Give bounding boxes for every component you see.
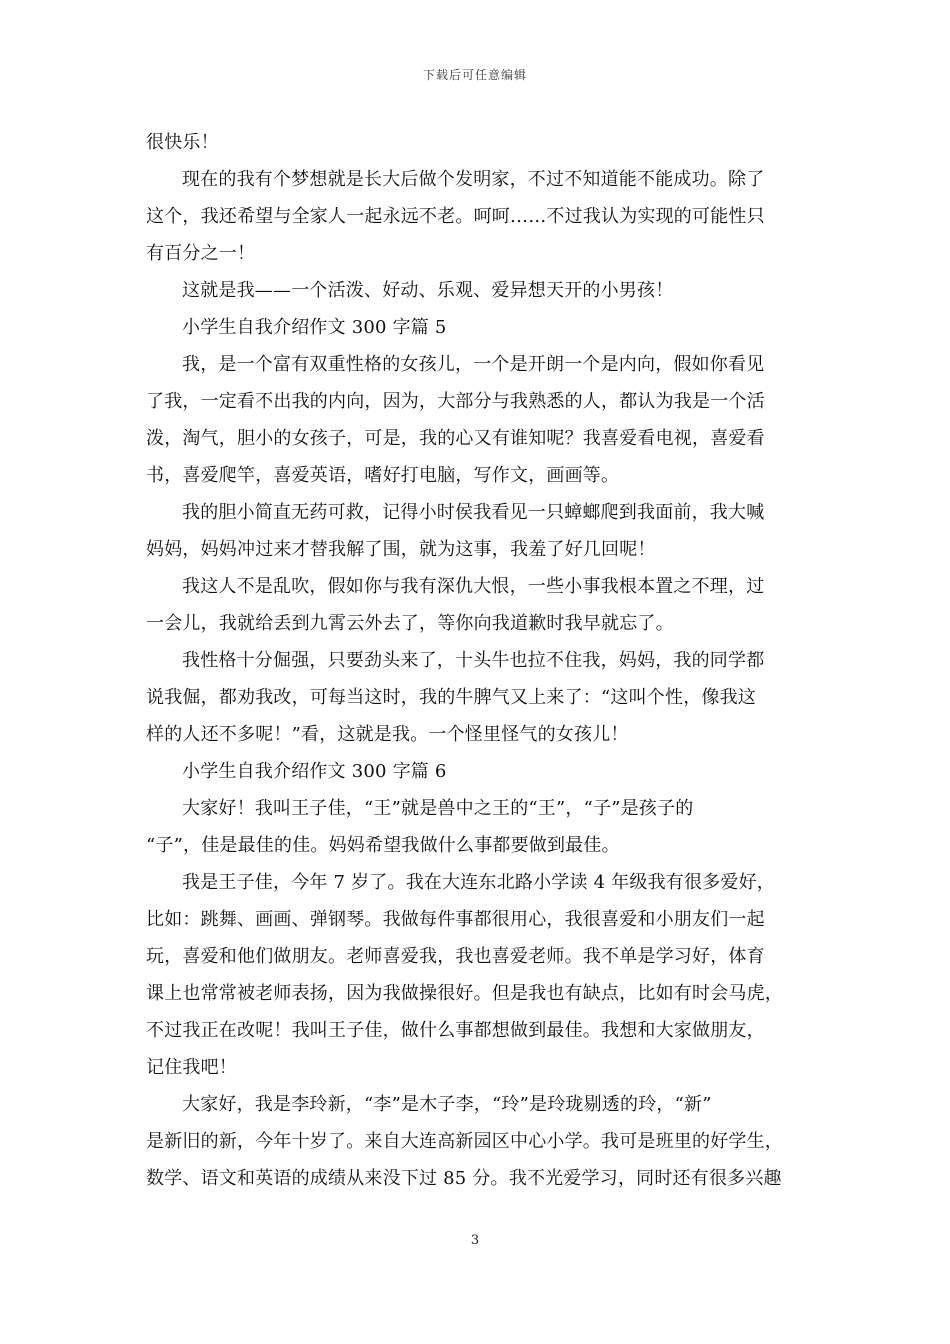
text-line: 样的人还不多呢！”看，这就是我。一个怪里怪气的女孩儿！	[146, 724, 629, 745]
text-line: 小学生自我介绍作文 300 字篇 5	[182, 317, 447, 338]
page-header: 下载后可任意编辑	[422, 68, 527, 82]
text-line: 书，喜爱爬竿，喜爱英语，嗜好打电脑，写作文，画画等。	[146, 465, 620, 486]
text-line: 大家好，我是李玲新，“李”是木子李，“玲”是玲珑剔透的玲，“新”	[182, 1094, 712, 1115]
text-line: 这就是我——一个活泼、好动、乐观、爱异想天开的小男孩！	[182, 280, 674, 301]
text-line: 我，是一个富有双重性格的女孩儿，一个是开朗一个是内向，假如你看见	[182, 354, 765, 375]
text-line: “子”，佳是最佳的佳。妈妈希望我做什么事都要做到最佳。	[146, 835, 620, 856]
text-line: 玩，喜爱和他们做朋友。老师喜爱我，我也喜爱老师。我不单是学习好，体育	[146, 946, 765, 967]
text-line: 一会儿，我就给丢到九霄云外去了，等你向我道歉时我早就忘了。	[146, 613, 674, 634]
text-line: 是新旧的新，今年十岁了。来自大连高新园区中心小学。我可是班里的好学生，	[146, 1131, 783, 1152]
text-line: 有百分之一！	[146, 243, 256, 264]
text-line: 妈妈，妈妈冲过来才替我解了围，就为这事，我羞了好几回呢！	[146, 539, 656, 560]
text-line: 比如：跳舞、画画、弹钢琴。我做每件事都很用心，我很喜爱和小朋友们一起	[146, 909, 765, 930]
text-line: 现在的我有个梦想就是长大后做个发明家，不过不知道能不能成功。除了	[182, 169, 765, 190]
text-line: 小学生自我介绍作文 300 字篇 6	[182, 761, 447, 782]
text-line: 我这人不是乱吹，假如你与我有深仇大恨，一些小事我根本置之不理，过	[182, 576, 765, 597]
text-line: 记住我吧！	[146, 1057, 237, 1078]
page-number: 3	[470, 1233, 480, 1248]
text-line: 大家好！我叫王子佳，“王”就是兽中之王的“王”，“子”是孩子的	[182, 798, 694, 819]
text-line: 数学、语文和英语的成绩从来没下过 85 分。我不光爱学习，同时还有很多兴趣	[146, 1168, 782, 1189]
text-line: 课上也常常被老师表扬，因为我做操很好。但是我也有缺点，比如有时会马虎，	[146, 983, 783, 1004]
text-line: 我性格十分倔强，只要劲头来了，十头牛也拉不住我，妈妈，我的同学都	[182, 650, 765, 671]
text-line: 很快乐！	[146, 132, 219, 153]
text-line: 不过我正在改呢！我叫王子佳，做什么事都想做到最佳。我想和大家做朋友，	[146, 1020, 765, 1041]
text-line: 我是王子佳，今年 7 岁了。我在大连东北路小学读 4 年级我有很多爱好，	[182, 872, 775, 893]
text-line: 这个，我还希望与全家人一起永远不老。呵呵……不过我认为实现的可能性只	[146, 206, 765, 227]
text-line: 说我倔，都劝我改，可每当这时，我的牛脾气又上来了：“这叫个性，像我这	[146, 687, 756, 708]
text-line: 了我，一定看不出我的内向，因为，大部分与我熟悉的人，都认为我是一个活	[146, 391, 765, 412]
text-line: 泼，淘气，胆小的女孩子，可是，我的心又有谁知呢？我喜爱看电视，喜爱看	[146, 428, 765, 449]
document-body	[146, 124, 808, 1197]
text-line: 我的胆小简直无药可救，记得小时侯我看见一只蟑螂爬到我面前，我大喊	[182, 502, 765, 523]
